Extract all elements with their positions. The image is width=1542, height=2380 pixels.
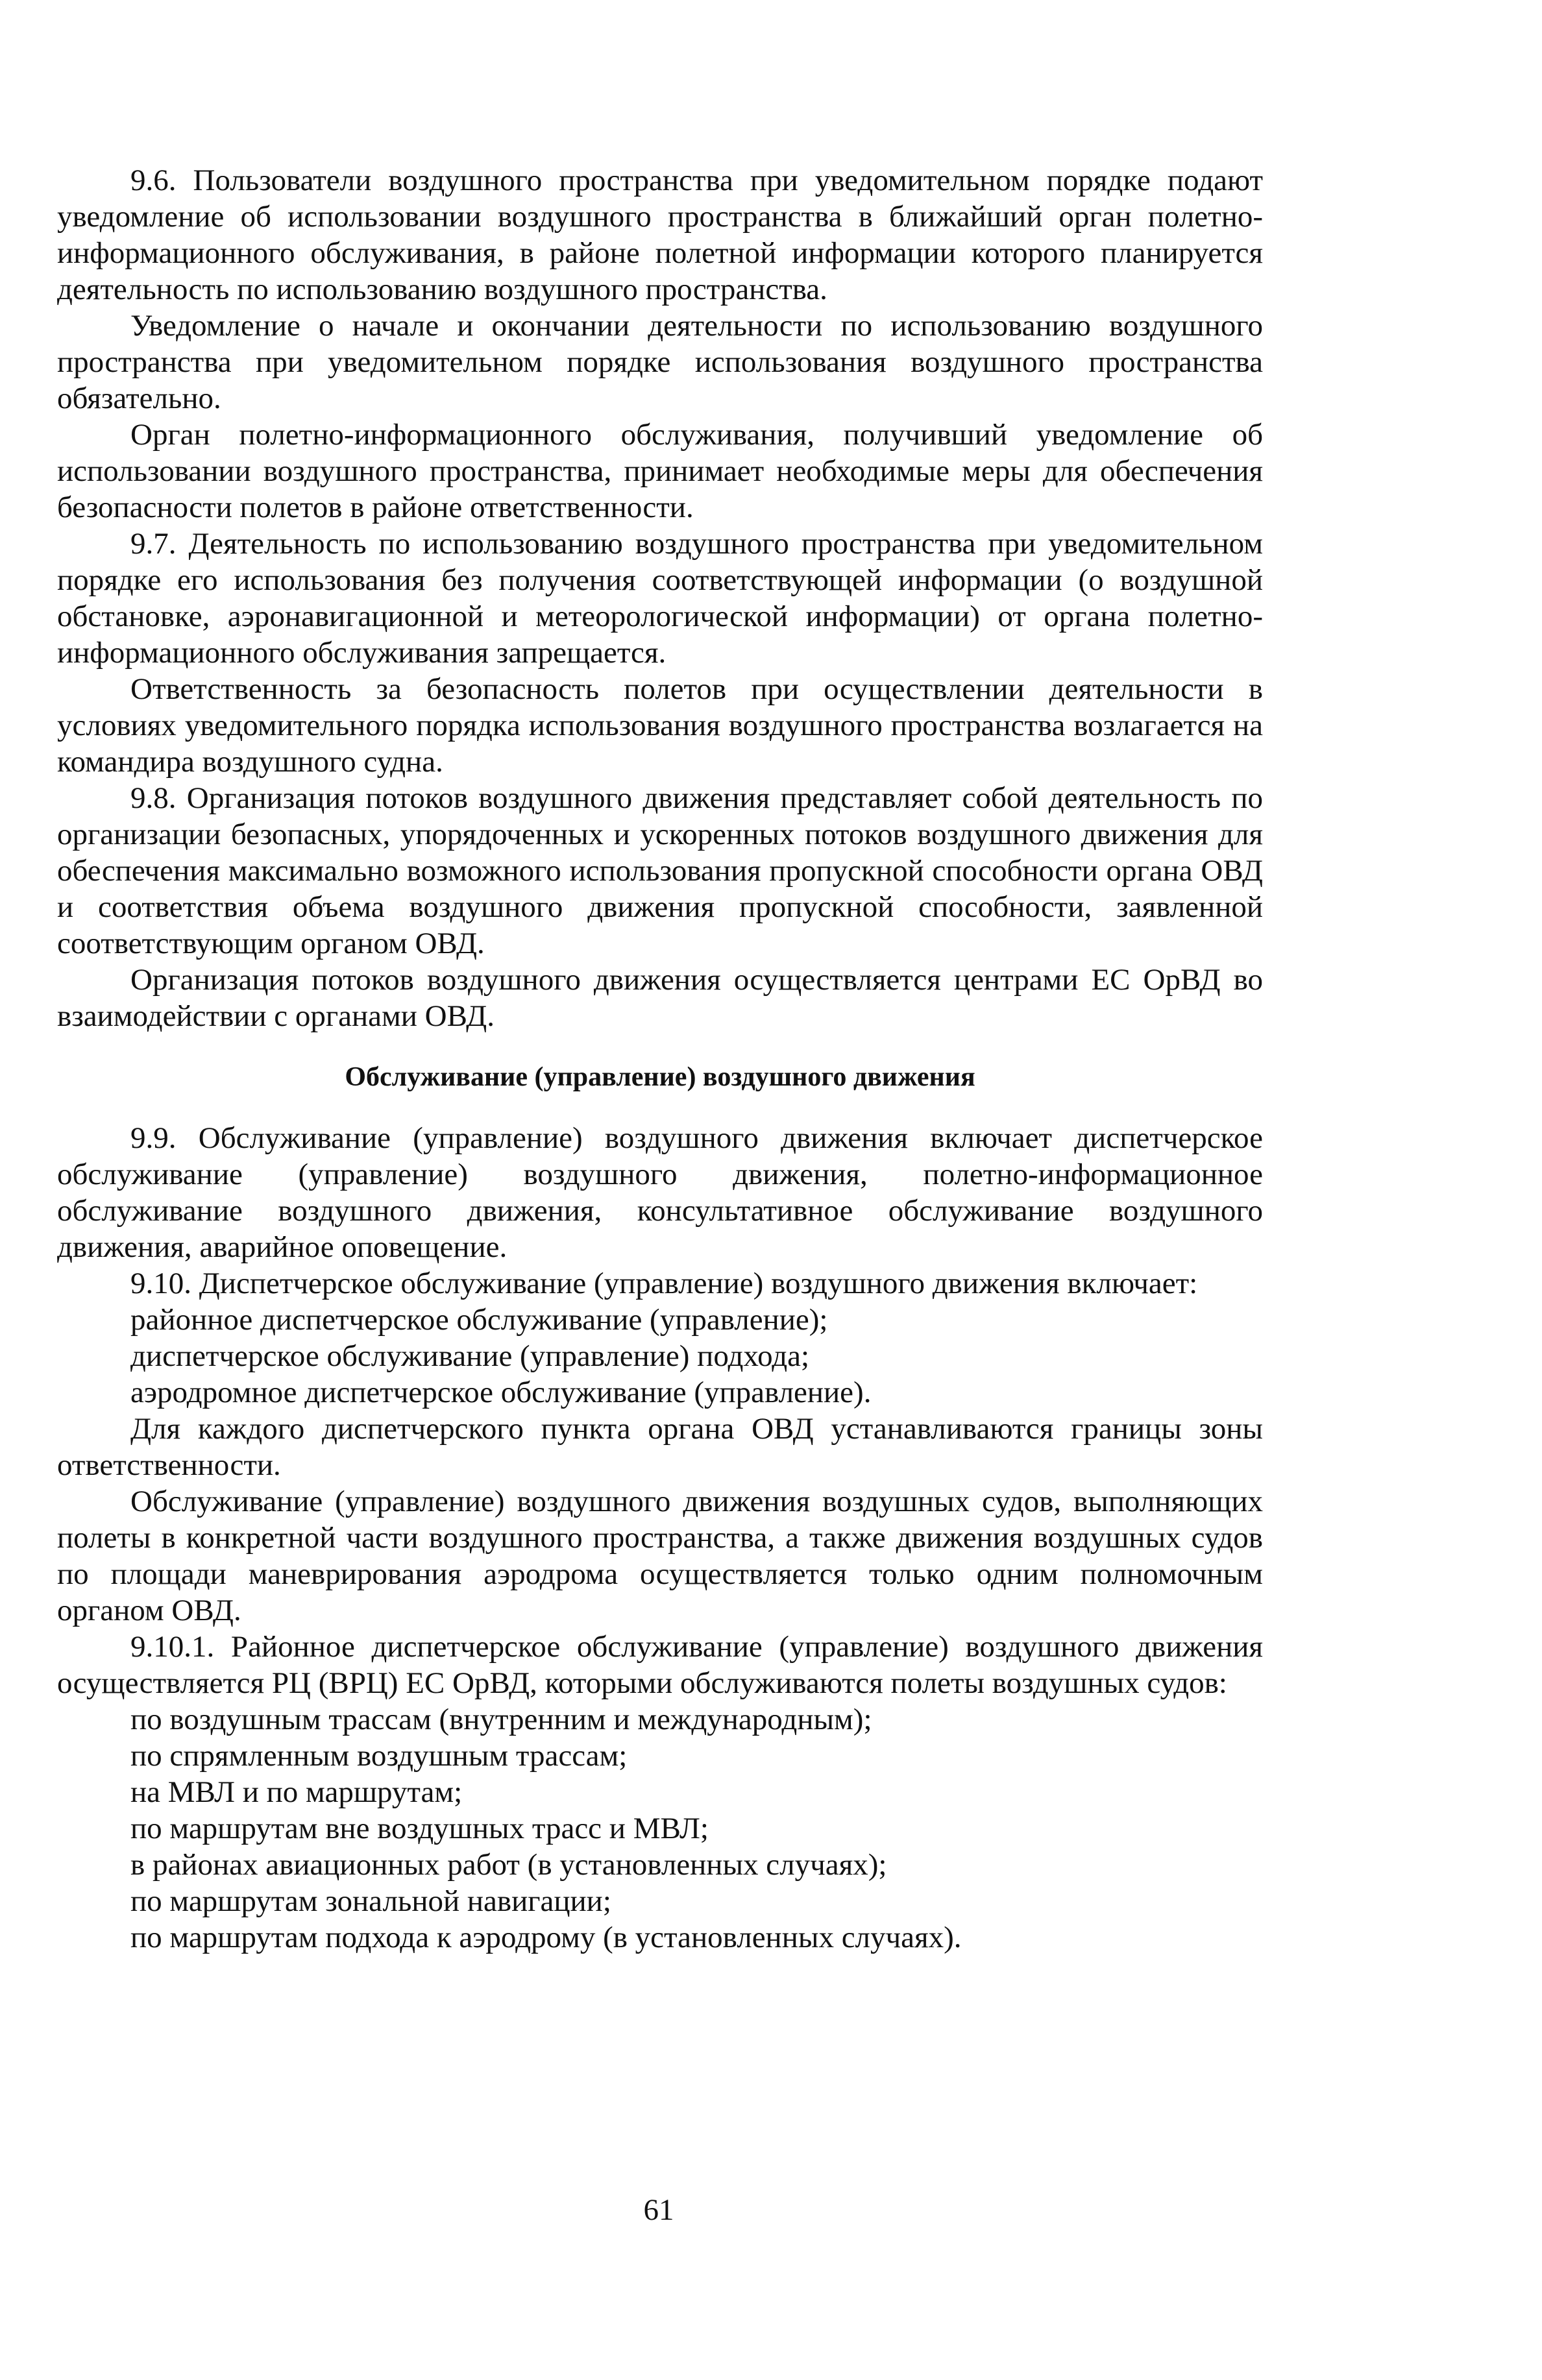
paragraph-flow-organization: Организация потоков воздушного движения осуществляется центрами ЕС ОрВД во взаимодействии с органами ОВД. (57, 963, 1263, 1033)
list-item: по маршрутам зональной навигации; (130, 1884, 611, 1918)
paragraph-9-10: 9.10. Диспетчерское обслуживание (управление) воздушного движения включает: (130, 1267, 1198, 1300)
list-item: по воздушным трассам (внутренним и международным); (130, 1703, 872, 1736)
document-page (57, 162, 1263, 1956)
paragraph-zone-boundaries: Для каждого диспетчерского пункта органа ОВД устанавливаются границы зоны ответственности. (57, 1412, 1263, 1482)
paragraph-responsibility: Ответственность за безопасность полетов при осуществлении деятельности в условиях уведомительного порядка использования воздушного пространства возлагается на командира воздушного судна. (57, 672, 1263, 779)
paragraph-single-authority: Обслуживание (управление) воздушного движения воздушных судов, выполняющих полеты в конкретной части воздушного пространства, а также движения воздушных судов по площади маневрирования аэродрома осуществляется только одним полномочным органом ОВД. (57, 1485, 1263, 1627)
section-heading: Обслуживание (управление) воздушного движения (345, 1062, 975, 1092)
paragraph-notification-start-end: Уведомление о начале и окончании деятельности по использованию воздушного пространства при уведомительном порядке использования воздушного пространства обязательно. (57, 309, 1263, 415)
list-item: по спрямленным воздушным трассам; (130, 1739, 628, 1773)
list-item: аэродромное диспетчерское обслуживание (управление). (130, 1376, 872, 1409)
list-item: районное диспетчерское обслуживание (управление); (130, 1303, 828, 1337)
list-item: по маршрутам подхода к аэродрому (в установленных случаях). (130, 1921, 962, 1954)
paragraph-9-6: 9.6. Пользователи воздушного пространства при уведомительном порядке подают уведомление об использовании воздушного пространства в ближайший орган полетно-информационного обслуживания, в районе полетной информации которого планируется деятельность по использованию воздушного пространства. (57, 164, 1263, 306)
list-item: по маршрутам вне воздушных трасс и МВЛ; (130, 1812, 709, 1845)
list-item: на МВЛ и по маршрутам; (130, 1775, 463, 1809)
page-number: 61 (643, 2193, 674, 2227)
paragraph-fis-organ: Орган полетно-информационного обслуживания, получивший уведомление об использовании воздушного пространства, принимает необходимые меры для обеспечения безопасности полетов в районе ответственности. (57, 418, 1263, 524)
list-item: в районах авиационных работ (в установленных случаях); (130, 1848, 887, 1882)
paragraph-9-8: 9.8. Организация потоков воздушного движения представляет собой деятельность по организации безопасных, упорядоченных и ускоренных потоков воздушного движения для обеспечения максимально возможного использования пропускной способности органа ОВД и соответствия объема воздушного движения пропускной способности, заявленной соответствующим органом ОВД. (57, 781, 1263, 960)
paragraph-9-9: 9.9. Обслуживание (управление) воздушного движения включает диспетчерское обслуживание (управление) воздушного движения, полетно-информационное обслуживание воздушного движения, консультативное обслуживание воздушного движения, аварийное оповещение. (57, 1121, 1263, 1264)
list-item: диспетчерское обслуживание (управление) подхода; (130, 1339, 810, 1373)
control-services-list (57, 1302, 1263, 1411)
paragraph-9-10-1: 9.10.1. Районное диспетчерское обслуживание (управление) воздушного движения осуществляется РЦ (ВРЦ) ЕС ОрВД, которыми обслуживаются полеты воздушных судов: (57, 1630, 1263, 1700)
area-control-routes-list (57, 1701, 1263, 1956)
paragraph-9-7: 9.7. Деятельность по использованию воздушного пространства при уведомительном порядке его использования без получения соответствующей информации (о воздушной обстановке, аэронавигационной и метеорологической информации) от органа полетно-информационного обслуживания запрещается. (57, 527, 1263, 670)
